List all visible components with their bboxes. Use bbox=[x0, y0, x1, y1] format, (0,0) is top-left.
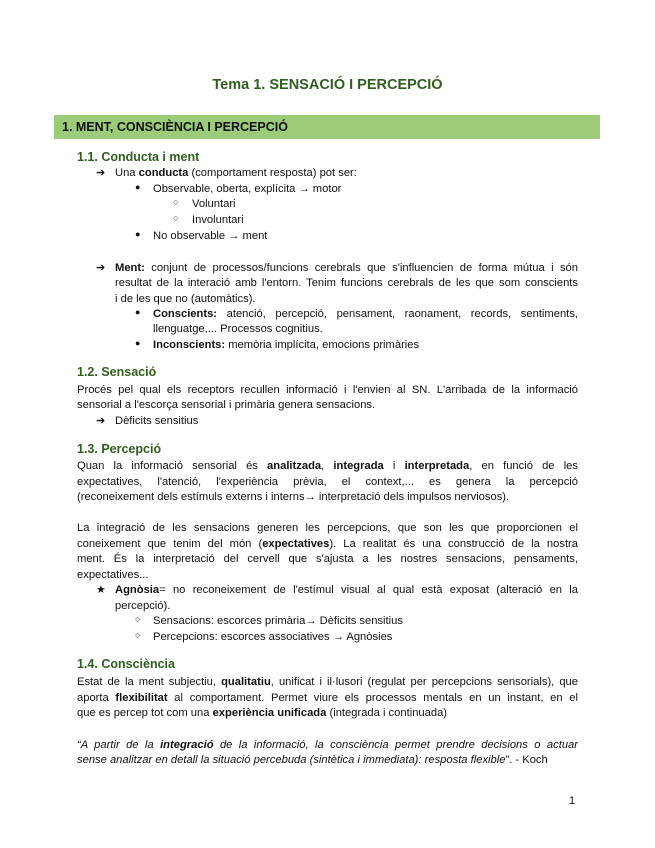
dot-bullet-icon: ● bbox=[135, 338, 141, 348]
paragraph-line: que es percep tot com una experiència unificada (integrada i continuada) bbox=[77, 707, 448, 719]
list-item: Conscients: atenció, percepció, pensament, raonament, records, sentiments, bbox=[153, 308, 578, 320]
circle-bullet-icon: ○ bbox=[173, 197, 179, 207]
paragraph-line: ment. És la interpretació del cervell que s'ajusta a les nostres sensacions, pensaments, bbox=[77, 553, 578, 565]
section-title: 1. MENT, CONSCIÈNCIA I PERCEPCIÓ bbox=[62, 120, 288, 134]
page-title: Tema 1. SENSACIÓ I PERCEPCIÓ bbox=[212, 77, 443, 93]
heading-percepcio: 1.3. Percepció bbox=[77, 442, 162, 456]
dot-bullet-icon: ● bbox=[135, 307, 141, 317]
arrow-bullet-icon: ➔ bbox=[96, 415, 106, 427]
paragraph-line: aporta flexibilitat al comportament. Permet viure els processos mentals en un instant, en el bbox=[77, 692, 578, 704]
arrow-bullet-icon: ➔ bbox=[96, 262, 106, 274]
list-item: Agnòsia= no reconeixement de l'estímul visual al qual està exposat (alteració en la bbox=[115, 584, 578, 596]
paragraph-line: i de les que no (automàtics). bbox=[115, 293, 256, 305]
circle-bullet-icon: ○ bbox=[173, 213, 179, 223]
paragraph-line: sensorial a l'escorça sensorial i primària genera sensacions. bbox=[77, 399, 376, 411]
list-item: Involuntari bbox=[192, 214, 244, 226]
circle-bullet-icon: ○ bbox=[135, 630, 141, 640]
arrow-bullet-icon: ➔ bbox=[96, 167, 106, 179]
list-item: Sensacions: escorces primària→ Dèficits sensitius bbox=[153, 615, 403, 627]
paragraph-line: (reconeixement dels estímuls externs i interns→ interpretació dels impulsos nerviosos). bbox=[77, 491, 510, 503]
paragraph-line: Procés pel qual els receptors recullen informació i l'envien al SN. L'arribada de la informació bbox=[77, 384, 578, 396]
quote-line: “A partir de la integració de la informació, la consciència permet prendre decisions o actuar bbox=[77, 739, 578, 751]
paragraph-line: Quan la informació sensorial és analitzada, integrada i interpretada, en funció de les bbox=[77, 460, 578, 472]
paragraph-line: expectatives... bbox=[77, 569, 149, 581]
heading-sensacio: 1.2. Sensació bbox=[77, 365, 157, 379]
quote-line: sense analitzar en detall la situació percebuda (sintètica i immediata): resposta flexible”. - Koch bbox=[77, 754, 548, 766]
list-item: llenguatge,... Processos cognitius. bbox=[153, 323, 323, 335]
star-bullet-icon: ★ bbox=[96, 584, 106, 596]
list-item: Dèficits sensitius bbox=[115, 415, 199, 427]
dot-bullet-icon: ● bbox=[135, 229, 141, 239]
list-item: Voluntari bbox=[192, 198, 236, 210]
list-item: Percepcions: escorces associatives → Agnòsies bbox=[153, 631, 393, 643]
paragraph-line: Estat de la ment subjectiu, qualitatiu, unificat i il·lusori (regulat per percepcions sensorials), que bbox=[77, 676, 578, 688]
dot-bullet-icon: ● bbox=[135, 182, 141, 192]
heading-conducta-ment: 1.1. Conducta i ment bbox=[77, 150, 200, 164]
paragraph-line: coneixement que tenim del món (expectatives). La realitat és una construcció de la nostra bbox=[77, 538, 579, 550]
circle-bullet-icon: ○ bbox=[135, 614, 141, 624]
list-item: percepció). bbox=[115, 600, 171, 612]
list-item: Inconscients: memòria implícita, emocions primàries bbox=[153, 339, 420, 351]
list-item: No observable → ment bbox=[153, 230, 268, 242]
paragraph-line: Una conducta (comportament resposta) pot ser: bbox=[115, 167, 357, 179]
section-header bbox=[54, 115, 600, 139]
heading-consciencia: 1.4. Consciència bbox=[77, 657, 175, 671]
list-item: Observable, oberta, explícita → motor bbox=[153, 183, 342, 195]
paragraph-line: resultat de la interació amb l'entorn. Tenim funcions cerebrals de les que som conscients bbox=[115, 277, 578, 289]
page-number: 1 bbox=[569, 795, 576, 807]
paragraph-line: Ment: conjunt de processos/funcions cerebrals que s'influencien de forma mútua i són bbox=[115, 262, 578, 274]
paragraph-line: La integració de les sensacions generen les percepcions, que son les que proporcionen el bbox=[77, 522, 578, 534]
paragraph-line: expectatives, l'atenció, l'experiència prèvia, el context,... es genera la percepció bbox=[77, 476, 578, 488]
